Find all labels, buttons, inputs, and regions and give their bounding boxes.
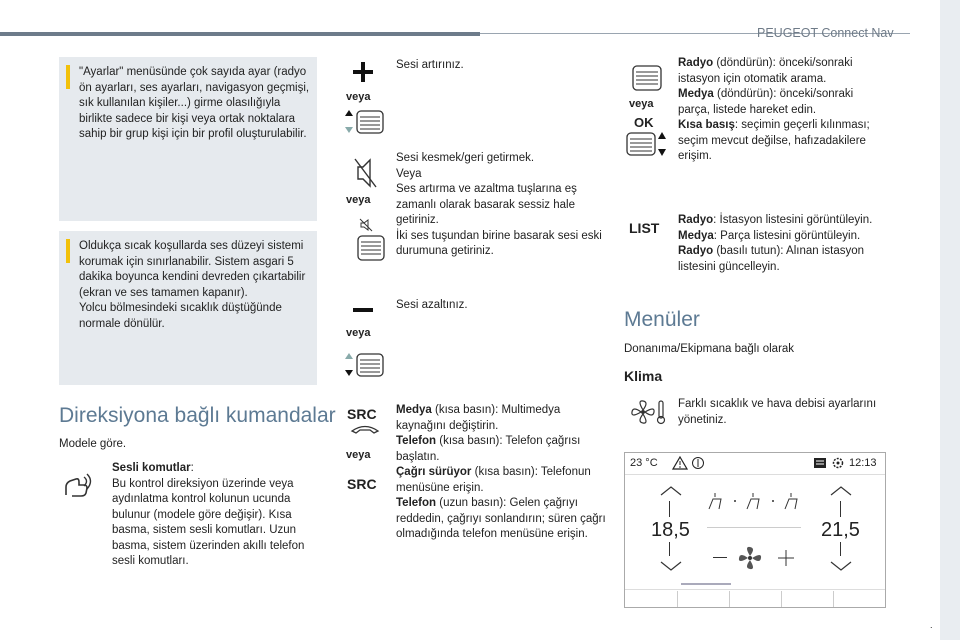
- right-temp-down-icon[interactable]: [829, 560, 853, 572]
- temp-bar: [840, 542, 841, 556]
- tab-divider: [729, 591, 730, 607]
- voice-command-label: Sesli komutlar: [112, 462, 191, 474]
- info-note-temperature: [59, 231, 317, 385]
- header-title: PEUGEOT Connect Nav: [757, 26, 894, 40]
- thumbwheel-updown-icon: [626, 130, 670, 158]
- fan-minus-icon[interactable]: [713, 557, 727, 558]
- voice-command-colon: :: [190, 462, 194, 474]
- ok-button-label: OK: [634, 115, 654, 130]
- info-note-profiles: [59, 57, 317, 221]
- rotary-term: Kısa basış: [678, 119, 735, 131]
- list-text: (basılı tutun): Alınan istasyon listesini güncelleyin.: [678, 245, 865, 273]
- volume-up-desc: Sesi artırınız.: [396, 59, 464, 71]
- right-temp-value: 21,5: [821, 519, 860, 541]
- divider: [707, 527, 801, 528]
- thumbwheel-down-icon: [341, 351, 385, 379]
- note-text: [79, 239, 311, 332]
- src-term: Telefon: [396, 435, 437, 447]
- air-distribution-icons[interactable]: [703, 491, 813, 513]
- veya-label: veya: [346, 449, 371, 461]
- temp-bar: [840, 501, 841, 517]
- mute-line: Ses artırma ve azaltma tuşlarına eş zamanlı olarak basarak sessiz hale getiriniz.: [396, 183, 577, 226]
- src-term: Çağrı sürüyor: [396, 466, 472, 478]
- list-desc: [678, 213, 888, 275]
- menus-intro: Donanıma/Ekipmana bağlı olarak: [624, 343, 795, 355]
- rotary-desc: [678, 56, 888, 165]
- rotary-term: Medya: [678, 88, 714, 100]
- warning-icon: [672, 456, 688, 470]
- src-desc: [396, 403, 606, 543]
- mute-line: Sesi kesmek/geri getirmek.: [396, 152, 535, 164]
- volume-down-desc: Sesi azaltınız.: [396, 299, 468, 311]
- mute-desc: [396, 151, 606, 260]
- mute-icon: [354, 155, 378, 191]
- veya-label: veya: [346, 91, 371, 103]
- settings-gear-icon: [831, 456, 845, 470]
- mute-small-icon: [359, 218, 373, 232]
- screen-status-bar: [625, 453, 885, 475]
- thumbwheel-up-icon: [341, 108, 385, 136]
- left-temp-up-icon[interactable]: [659, 485, 683, 497]
- tab-divider: [677, 591, 678, 607]
- rotary-text: : seçimin geçerli kılınması; seçim mevcut değilse, hafızadakilere erişim.: [678, 119, 870, 162]
- list-term: Medya: [678, 229, 714, 242]
- climate-screen: [624, 452, 886, 608]
- fan-plus-icon[interactable]: [777, 549, 795, 567]
- src-button-label: SRC: [347, 406, 377, 422]
- steering-intro: Modele göre.: [59, 438, 127, 450]
- src-text: (uzun basın): Gelen çağrıyı reddedin, çağrıyı sonlandırın; süren çağrı olmadığında telefon menüsüne erişin.: [396, 497, 606, 540]
- veya-label: veya: [346, 194, 371, 206]
- tab-divider: [781, 591, 782, 607]
- src-text: (kısa basın): Telefon çağrısı başlatın.: [396, 435, 581, 463]
- list-term: Radyo: [678, 245, 714, 257]
- list-button-label: LIST: [629, 220, 660, 236]
- section-title-menus: Menüler: [624, 308, 700, 331]
- note-line: Oldukça sıcak koşullarda ses düzeyi sistemi korumak için sınırlanabilir. Sistem asgari 5 dakika boyunca kendini devreden çıkartabilir (ekran ve ses tamamen kapanır).: [79, 240, 306, 299]
- voice-command-desc: [112, 461, 322, 570]
- tab-divider: [833, 591, 834, 607]
- climate-fan-icon: [629, 398, 667, 426]
- voice-command-icon: [62, 473, 96, 499]
- note-line: Yolcu bölmesindeki sıcaklık düştüğünde normale dönülür.: [79, 302, 282, 330]
- temp-bar: [669, 501, 670, 517]
- list-text: : Parça listesini görüntüleyin.: [713, 229, 861, 242]
- left-temp-value: 18,5: [651, 519, 690, 541]
- clock-time: 12:13: [849, 457, 877, 469]
- mute-line: İki ses tuşundan birine basarak sesi eski durumuna getiriniz.: [396, 229, 602, 257]
- src-text: (kısa basın): Telefonun menüsüne erişin.: [396, 466, 591, 494]
- veya-label: veya: [346, 327, 371, 339]
- src-button-label: SRC: [347, 476, 377, 492]
- klima-desc: Farklı sıcaklık ve hava debisi ayarlarını yönetiniz.: [678, 398, 877, 426]
- note-marker: [66, 65, 70, 89]
- thumbwheel-icon: [357, 234, 385, 262]
- left-temp-down-icon[interactable]: [659, 560, 683, 572]
- thumbwheel-icon: [632, 64, 662, 92]
- temp-bar: [669, 542, 670, 556]
- page-edge-strip: [940, 0, 960, 640]
- divider: [625, 589, 885, 590]
- mute-line: Veya: [396, 167, 422, 180]
- location-icon: [691, 456, 705, 470]
- page-end-mark: .: [930, 620, 933, 630]
- src-text: (kısa basın): Multimedya kaynağını değiştirin.: [396, 404, 561, 432]
- rotary-text: (döndürün): önceki/sonraki istasyon için otomatik arama.: [678, 57, 853, 85]
- subsection-title-klima: Klima: [624, 368, 663, 384]
- rotary-term: Radyo: [678, 57, 714, 69]
- veya-label: veya: [629, 98, 654, 110]
- rotary-text: (döndürün): önceki/sonraki parça, listede hareket edin.: [678, 88, 854, 116]
- voice-command-text: Bu kontrol direksiyon üzerinde veya aydınlatma kontrol kolunun ucunda bulunur (modele göre değişir). Kısa basma, sistem sesli komutları. Uzun basma, sistem üzerinden akıllı telefon sesli komutları.: [112, 477, 305, 567]
- minus-icon: [351, 306, 375, 314]
- fan-icon: [737, 545, 763, 571]
- right-temp-up-icon[interactable]: [829, 485, 853, 497]
- section-title-steering: Direksiyona bağlı kumandalar: [59, 404, 336, 427]
- page-indicator: [681, 583, 731, 585]
- header-bar: [0, 32, 480, 36]
- list-text: : İstasyon listesini görüntüleyin.: [713, 214, 873, 226]
- outside-temp: 23 °C: [630, 457, 658, 469]
- plus-icon: [351, 60, 375, 84]
- phone-icon: [350, 424, 380, 434]
- src-term: Telefon: [396, 497, 437, 509]
- src-term: Medya: [396, 404, 432, 416]
- note-text: "Ayarlar" menüsünde çok sayıda ayar (radyo ön ayarları, ses ayarları, navigasyon geçmişi, sık kullanılan kişiler...) girme olasılığıyla birlikte sadece bir kişi veya ortak noktalara sahip bir grup kişi için bir profil oluşturulabilir.: [79, 66, 310, 140]
- note-marker: [66, 239, 70, 263]
- list-term: Radyo: [678, 214, 714, 226]
- message-icon: [813, 457, 827, 469]
